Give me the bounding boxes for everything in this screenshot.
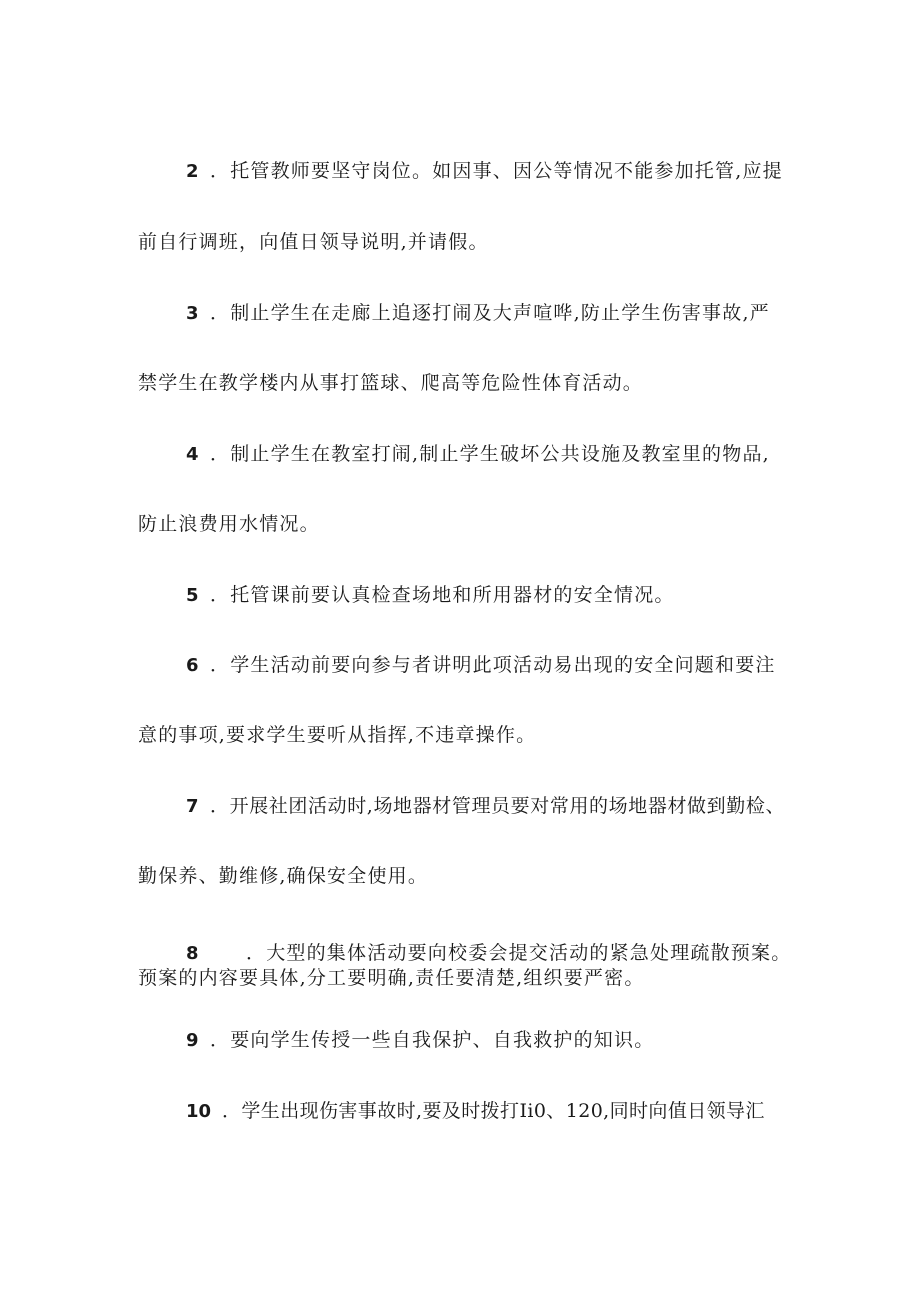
item-number: 5 xyxy=(186,585,199,606)
item-text: ．学生出现伤害事故时,要及时拨打Ii0、120,同时向值日领导汇 xyxy=(222,1100,765,1122)
item-text: ．托管教师要坚守岗位。如因事、因公等情况不能参加托管,应提 xyxy=(210,160,783,182)
item-4-line-1 xyxy=(186,442,770,467)
item-7-line-1 xyxy=(186,794,785,819)
item-text: 预案的内容要具体,分工要明确,责任要清楚,组织要严密。 xyxy=(138,967,645,989)
item-text: ．制止学生在走廊上追逐打闹及大声喧哗,防止学生伤害事故,严 xyxy=(210,302,770,324)
item-text: ．托管课前要认真检查场地和所用器材的安全情况。 xyxy=(210,584,675,606)
item-number: 6 xyxy=(186,655,199,676)
item-10-line-1 xyxy=(186,1099,765,1124)
item-number: 2 xyxy=(186,161,199,182)
item-text: ．要向学生传授一些自我保护、自我救护的知识。 xyxy=(210,1029,655,1051)
item-number: 3 xyxy=(186,303,199,324)
item-8-line-1 xyxy=(186,941,791,966)
item-3-line-2 xyxy=(138,371,643,395)
item-2-line-2 xyxy=(138,230,489,254)
item-8-line-2 xyxy=(138,966,645,990)
item-text: 意的事项,要求学生要听从指挥,不违章操作。 xyxy=(138,724,537,746)
item-text: ．开展社团活动时,场地器材管理员要对常用的场地器材做到勤检、 xyxy=(210,795,786,817)
item-number: 7 xyxy=(186,796,199,817)
item-9-line-1 xyxy=(186,1028,654,1053)
item-number: 8 xyxy=(186,943,199,964)
item-7-line-2 xyxy=(138,864,428,888)
item-4-line-2 xyxy=(138,512,320,536)
item-text: ．大型的集体活动要向校委会提交活动的紧急处理疏散预案。 xyxy=(246,942,792,964)
item-6-line-2 xyxy=(138,723,536,747)
item-text: ．学生活动前要向参与者讲明此项活动易出现的安全问题和要注 xyxy=(210,654,776,676)
item-text: ．制止学生在教室打闹,制止学生破坏公共设施及教室里的物品, xyxy=(210,443,770,465)
item-text: 勤保养、勤维修,确保安全使用。 xyxy=(138,865,429,887)
item-3-line-1 xyxy=(186,301,770,326)
item-number: 4 xyxy=(186,444,199,465)
item-number: 9 xyxy=(186,1030,199,1051)
item-number: 10 xyxy=(186,1101,212,1122)
item-text: 禁学生在教学楼内从事打篮球、爬高等危险性体育活动。 xyxy=(138,372,644,394)
item-text: 防止浪费用水情况。 xyxy=(138,513,320,535)
item-2-line-1 xyxy=(186,159,783,184)
item-6-line-1 xyxy=(186,653,776,678)
item-5-line-1 xyxy=(186,583,675,608)
item-text: 前自行调班，向值日领导说明,并请假。 xyxy=(138,231,489,253)
